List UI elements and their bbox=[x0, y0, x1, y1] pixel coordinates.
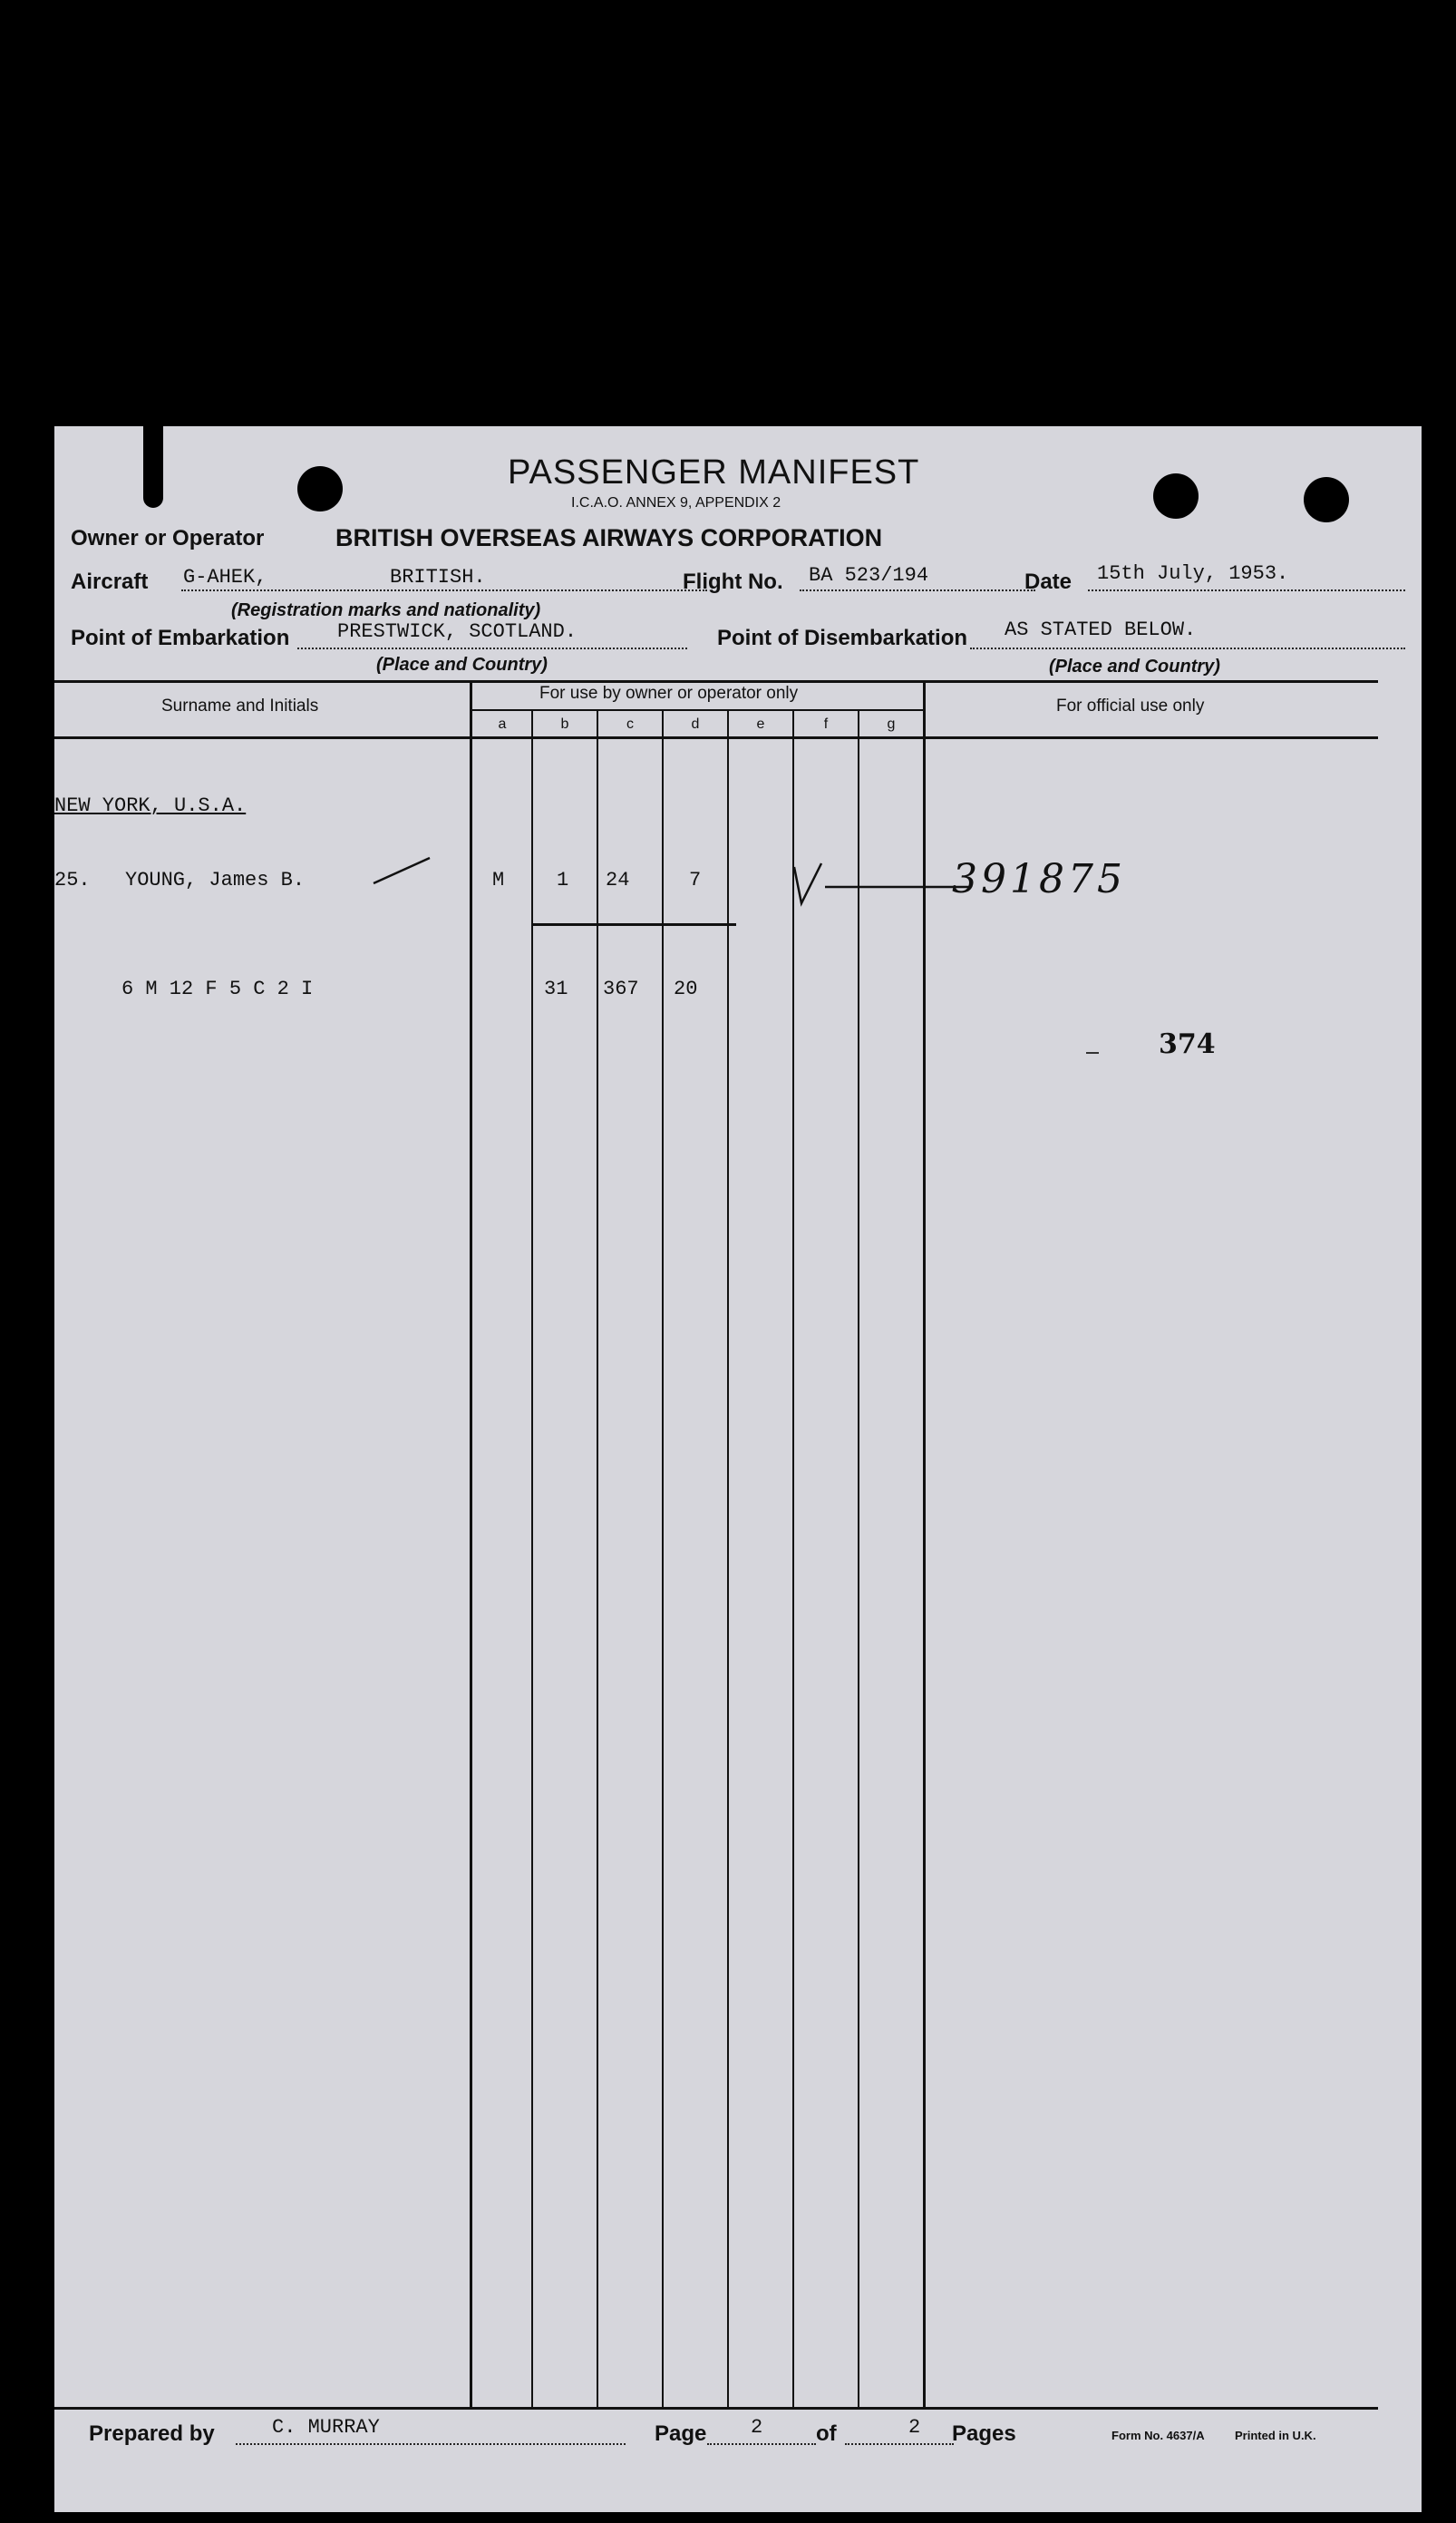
disembarkation-caption: (Place and Country) bbox=[1049, 657, 1220, 677]
disembarkation-label: Point of Disembarkation bbox=[717, 626, 968, 650]
date-label: Date bbox=[1024, 570, 1073, 594]
prepared-dotted-line bbox=[236, 2443, 626, 2445]
printed-in: Printed in U.K. bbox=[1235, 2429, 1316, 2442]
passenger-name: YOUNG, James B. bbox=[125, 869, 306, 891]
aircraft-dotted-line bbox=[181, 589, 707, 591]
date-dotted-line bbox=[1088, 589, 1405, 591]
column-divider bbox=[662, 709, 664, 2408]
page-value: 2 bbox=[751, 2416, 763, 2439]
col-header-e: e bbox=[756, 716, 765, 732]
summary-col-c: 367 bbox=[603, 978, 639, 1000]
flight-value: BA 523/194 bbox=[809, 564, 929, 587]
official-dash bbox=[1086, 1052, 1099, 1054]
date-value: 15th July, 1953. bbox=[1097, 562, 1289, 585]
prepared-by-value: C. MURRAY bbox=[272, 2416, 380, 2439]
form-number: Form No. 4637/A bbox=[1111, 2429, 1205, 2442]
torn-corner-mark bbox=[143, 426, 163, 508]
official-reference-number: 391875 bbox=[952, 856, 1126, 902]
prepared-by-label: Prepared by bbox=[89, 2421, 215, 2446]
subtotal-rule bbox=[533, 923, 736, 926]
punch-hole-right bbox=[1153, 473, 1199, 519]
manifest-sheet bbox=[54, 426, 1422, 2512]
nationality-value: BRITISH. bbox=[390, 566, 486, 589]
col-header-b: b bbox=[560, 716, 569, 732]
col-header-f: f bbox=[823, 716, 829, 732]
column-divider bbox=[470, 680, 472, 2408]
col-header-g: g bbox=[887, 716, 896, 732]
summary-col-b: 31 bbox=[544, 978, 568, 1000]
summary-counts: 6 M 12 F 5 C 2 I bbox=[121, 978, 314, 1000]
aircraft-value: G-AHEK, bbox=[183, 566, 267, 589]
embarkation-label: Point of Embarkation bbox=[71, 626, 290, 650]
owner-use-header: For use by owner or operator only bbox=[539, 684, 799, 703]
page-dotted-line bbox=[707, 2443, 816, 2445]
flight-label: Flight No. bbox=[683, 570, 783, 594]
column-divider bbox=[923, 680, 926, 2408]
surname-header: Surname and Initials bbox=[161, 697, 319, 716]
page-label: Page bbox=[655, 2421, 707, 2446]
embarkation-dotted-line bbox=[297, 648, 687, 649]
destination-heading: NEW YORK, U.S.A. bbox=[54, 794, 247, 817]
passenger-col-b: 1 bbox=[557, 869, 569, 891]
passenger-col-c: 24 bbox=[606, 869, 630, 891]
passenger-number: 25. bbox=[54, 869, 91, 891]
disembarkation-value: AS STATED BELOW. bbox=[1005, 619, 1197, 641]
column-divider bbox=[531, 709, 533, 2408]
column-divider bbox=[792, 709, 794, 2408]
owner-label: Owner or Operator bbox=[71, 526, 265, 550]
form-title: PASSENGER MANIFEST bbox=[508, 453, 920, 492]
embarkation-value: PRESTWICK, SCOTLAND. bbox=[337, 620, 578, 643]
summary-col-d: 20 bbox=[674, 978, 698, 1000]
owner-value: BRITISH OVERSEAS AIRWAYS CORPORATION bbox=[335, 524, 883, 551]
of-label: of bbox=[816, 2421, 837, 2446]
subheader-rule bbox=[471, 709, 925, 711]
col-header-d: d bbox=[691, 716, 700, 732]
of-dotted-line bbox=[845, 2443, 954, 2445]
flight-dotted-line bbox=[800, 589, 1035, 591]
punch-hole-far-right bbox=[1304, 477, 1349, 522]
passenger-col-a: M bbox=[492, 869, 505, 891]
of-value: 2 bbox=[908, 2416, 921, 2439]
column-divider bbox=[597, 709, 598, 2408]
pages-label: Pages bbox=[952, 2421, 1016, 2446]
disembarkation-dotted-line bbox=[970, 648, 1405, 649]
column-divider bbox=[858, 709, 859, 2408]
header-bottom-rule bbox=[54, 736, 1378, 739]
handwritten-check-line bbox=[789, 858, 979, 912]
column-divider bbox=[727, 709, 729, 2408]
form-subtitle: I.C.A.O. ANNEX 9, APPENDIX 2 bbox=[571, 495, 781, 511]
col-header-a: a bbox=[498, 716, 507, 732]
embarkation-caption: (Place and Country) bbox=[376, 655, 548, 675]
official-use-header: For official use only bbox=[1056, 697, 1205, 716]
punch-hole-left bbox=[297, 466, 343, 511]
passenger-col-d: 7 bbox=[689, 869, 702, 891]
table-top-rule bbox=[54, 680, 1378, 683]
aircraft-label: Aircraft bbox=[71, 570, 149, 594]
col-header-c: c bbox=[626, 716, 634, 732]
tick-mark bbox=[370, 852, 433, 889]
footer-rule bbox=[54, 2407, 1378, 2410]
official-total: 374 bbox=[1159, 1028, 1216, 1060]
registration-caption: (Registration marks and nationality) bbox=[231, 600, 541, 620]
